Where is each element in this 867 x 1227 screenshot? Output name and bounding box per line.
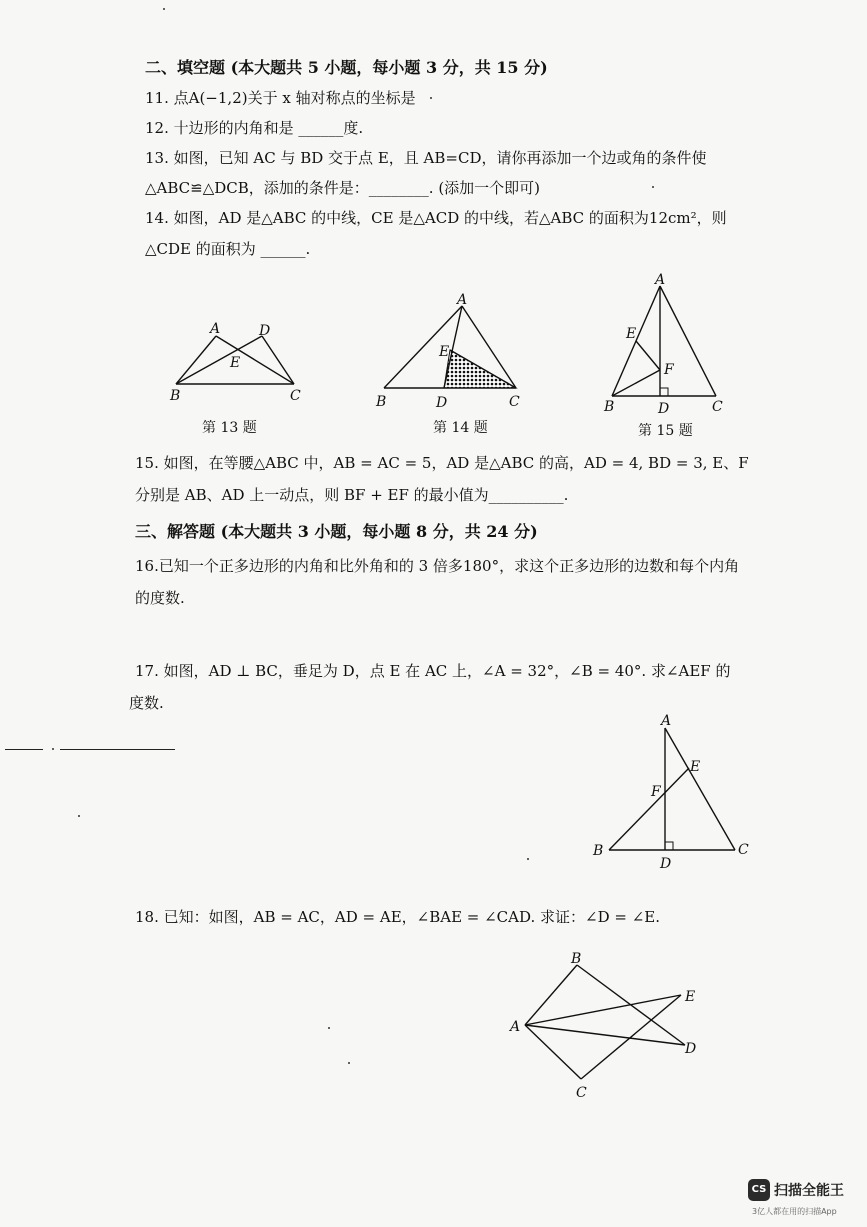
question-12: 12. 十边形的内角和是 ______度.: [145, 119, 364, 137]
question-14-line-2: △CDE 的面积为 ______.: [145, 240, 311, 258]
fig13-label-d: D: [259, 323, 271, 339]
fig17-label-a: A: [661, 713, 672, 729]
scan-line-mark: [5, 749, 43, 750]
scan-dot: [652, 186, 654, 188]
fig18-label-c: C: [576, 1085, 587, 1101]
fig13-label-a: A: [210, 321, 221, 337]
camscanner-logo-icon: CS: [748, 1179, 770, 1201]
fig13-label-b: B: [170, 388, 181, 404]
watermark-subtitle: 3亿人都在用的扫描App: [752, 1207, 837, 1216]
question-17-line-1: 17. 如图，AD ⊥ BC，垂足为 D，点 E 在 AC 上，∠A = 32°，∠B = 40°. 求∠AEF 的: [135, 662, 731, 680]
question-15-line-1: 15. 如图，在等腰△ABC 中，AB = AC = 5，AD 是△ABC 的高，AD = 4, BD = 3, E、F: [135, 454, 749, 472]
scan-dot: [527, 858, 529, 860]
figure-15: [600, 270, 730, 416]
scan-dot: [348, 1062, 350, 1064]
scan-dot: [78, 815, 80, 817]
fig13-label-e: E: [230, 355, 241, 371]
figure-17: [585, 708, 760, 873]
fig18-label-a: A: [510, 1019, 521, 1035]
question-13-line-2: △ABC≌△DCB，添加的条件是：________. (添加一个即可): [145, 179, 541, 197]
figure-13: [160, 318, 310, 408]
section-heading-answer: 三、解答题 (本大题共 3 小题，每小题 8 分，共 24 分): [135, 522, 538, 541]
scan-dot: [430, 97, 432, 99]
question-11: 11. 点A(−1,2)关于 x 轴对称点的坐标是: [145, 89, 416, 107]
question-14-line-1: 14. 如图，AD 是△ABC 的中线，CE 是△ACD 的中线，若△ABC 的面积为12cm²，则: [145, 209, 727, 227]
fig15-label-b: B: [604, 399, 615, 415]
fig14-label-c: C: [509, 394, 520, 410]
fig15-label-c: C: [712, 399, 723, 415]
fig14-label-e: E: [439, 344, 450, 360]
figure-18: [505, 947, 710, 1102]
question-16-line-1: 16.已知一个正多边形的内角和比外角和的 3 倍多180°，求这个正多边形的边数和每个内角: [135, 557, 740, 575]
fig15-label-d: D: [658, 401, 670, 416]
fig14-label-d: D: [436, 395, 448, 411]
watermark-title: 扫描全能王: [774, 1183, 844, 1199]
fig17-label-d: D: [660, 856, 672, 872]
fig15-label-e: E: [626, 326, 637, 342]
fig18-label-d: D: [685, 1041, 697, 1057]
question-13-line-1: 13. 如图，已知 AC 与 BD 交于点 E，且 AB=CD，请你再添加一个边或角的条件使: [145, 149, 707, 167]
scan-dot: [163, 8, 165, 10]
fig14-label-b: B: [376, 394, 387, 410]
fig15-label-f: F: [664, 362, 674, 378]
scan-dot: [52, 748, 54, 750]
question-18: 18. 已知：如图，AB = AC，AD = AE，∠BAE = ∠CAD. 求证：∠D = ∠E.: [135, 908, 661, 926]
fig15-label-a: A: [655, 272, 666, 288]
fig17-label-e: E: [690, 759, 701, 775]
fig14-label-a: A: [457, 292, 468, 308]
question-15-line-2: 分别是 AB、AD 上一动点，则 BF + EF 的最小值为__________.: [135, 486, 569, 504]
fig17-label-c: C: [738, 842, 749, 858]
scan-dot: [328, 1027, 330, 1029]
question-17-line-2: 度数.: [129, 694, 164, 712]
fig13-label-c: C: [290, 388, 301, 404]
fig17-label-b: B: [593, 843, 604, 859]
fig18-label-b: B: [571, 951, 582, 967]
section-heading-fill-in: 二、填空题 (本大题共 5 小题，每小题 3 分，共 15 分): [145, 58, 548, 77]
question-16-line-2: 的度数.: [135, 589, 185, 607]
figure-14-caption: 第 14 题: [433, 420, 488, 436]
figure-15-caption: 第 15 题: [638, 423, 693, 439]
figure-13-caption: 第 13 题: [202, 420, 257, 436]
fig17-label-f: F: [651, 784, 661, 800]
figure-14: [370, 290, 530, 412]
fig18-label-e: E: [685, 989, 696, 1005]
scan-line-mark: [60, 749, 175, 750]
